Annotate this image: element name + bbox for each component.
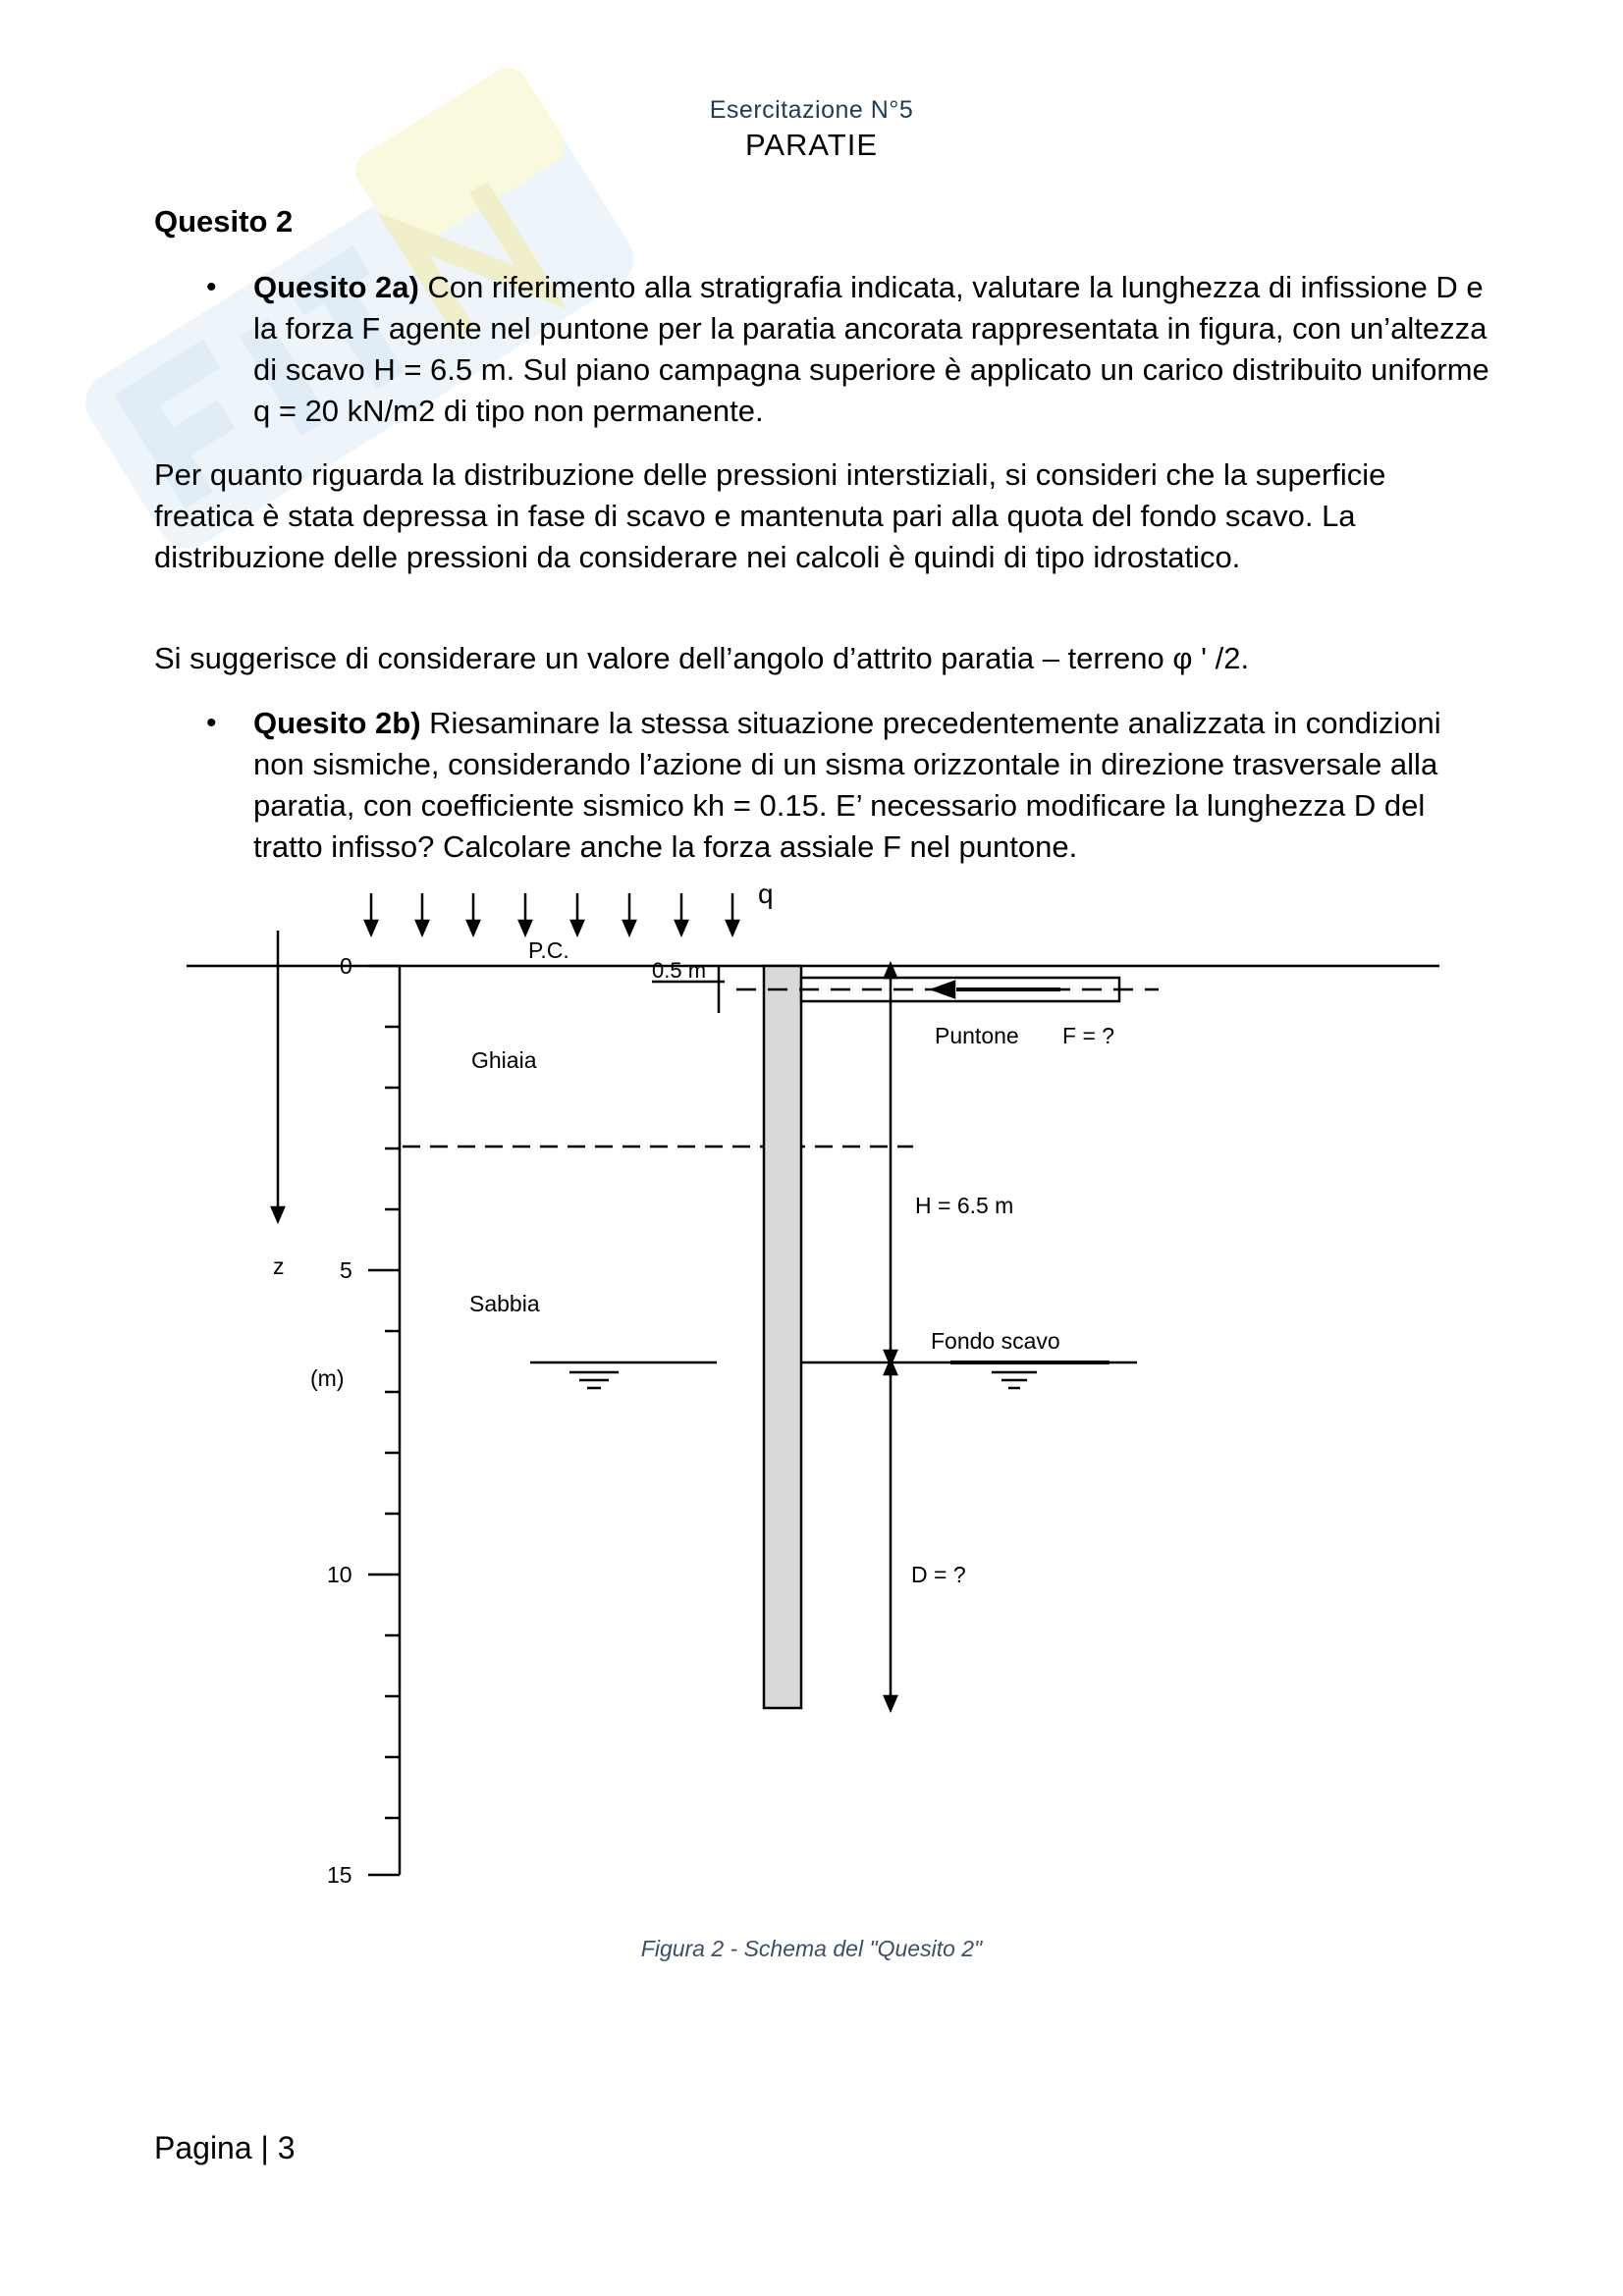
force-label: F = ? [1062,1023,1115,1048]
strut-offset-label: 0.5 m [652,958,707,983]
question-2a [253,267,1490,432]
paragraph-pore-pressure: Per quanto riguarda la distribuzione delle pressioni interstiziali, si consideri che la superficie freatica è stata depressa in fase di scavo e mantenuta pari alla quota del fondo scavo. La distribuzione delle pressioni da considerare nei calcoli è quindi di tipo idrostatico. [154,457,1386,574]
paragraph-friction-angle: Si suggerisce di considerare un valore dell’angolo d’attrito paratia – terreno φ ' /2. [154,641,1250,675]
question-2b [253,703,1490,868]
bullet-b: • [206,707,217,739]
H-label: H = 6.5 m [915,1193,1014,1218]
axis-tick-10: 10 [327,1562,352,1587]
question-2a-label: Quesito 2a) [253,270,419,304]
excavation-bottom-label: Fondo scavo [931,1328,1060,1354]
axis-variable: z [273,1254,285,1279]
question-2b-text: Riesaminare la stessa situazione precedentemente analizzata in condizioni non sismiche, considerando l’azione di un sisma orizzontale in direzione trasversale alla paratia, con coefficiente sismico kh = 0.15. E’ necessario modificare la lunghezza D del tratto infisso? Calcolare anche la forza assiale F nel puntone. [253,706,1441,864]
question-2b-label: Quesito 2b) [253,706,421,740]
load-arrows [365,893,738,934]
D-label: D = ? [911,1562,966,1587]
axis-tick-0: 0 [340,953,352,979]
depth-ticks [368,966,400,1875]
header-title: PARATIE [744,128,879,162]
header-subtitle: Esercitazione N°5 [709,96,914,124]
question-2a-text: Con riferimento alla stratigrafia indicata, valutare la lunghezza di infissione D e la forza F agente nel puntone per la paratia ancorata rappresentata in figura, con un’altezza di scavo H = 6.5 m. Sul piano campagna superiore è applicato un carico distribuito uniforme q = 20 kN/m2 di tipo non permanente. [253,270,1489,428]
strut-label: Puntone [935,1023,1019,1048]
load-label: q [758,879,774,909]
ground-label: P.C. [528,937,569,963]
sheet-pile-wall [764,966,801,1708]
axis-tick-5: 5 [340,1257,352,1283]
layer-ghiaia-label: Ghiaia [471,1047,537,1073]
axis-tick-15: 15 [327,1862,352,1888]
retaining-wall-diagram [0,864,1623,1924]
bullet-a: • [206,271,217,303]
question-title: Quesito 2 [154,204,294,239]
axis-unit: (m) [310,1365,345,1391]
layer-sabbia-label: Sabbia [469,1291,540,1316]
figure-caption: Figura 2 - Schema del "Quesito 2" [640,1936,983,1961]
page-footer: Pagina | 3 [154,2130,296,2165]
